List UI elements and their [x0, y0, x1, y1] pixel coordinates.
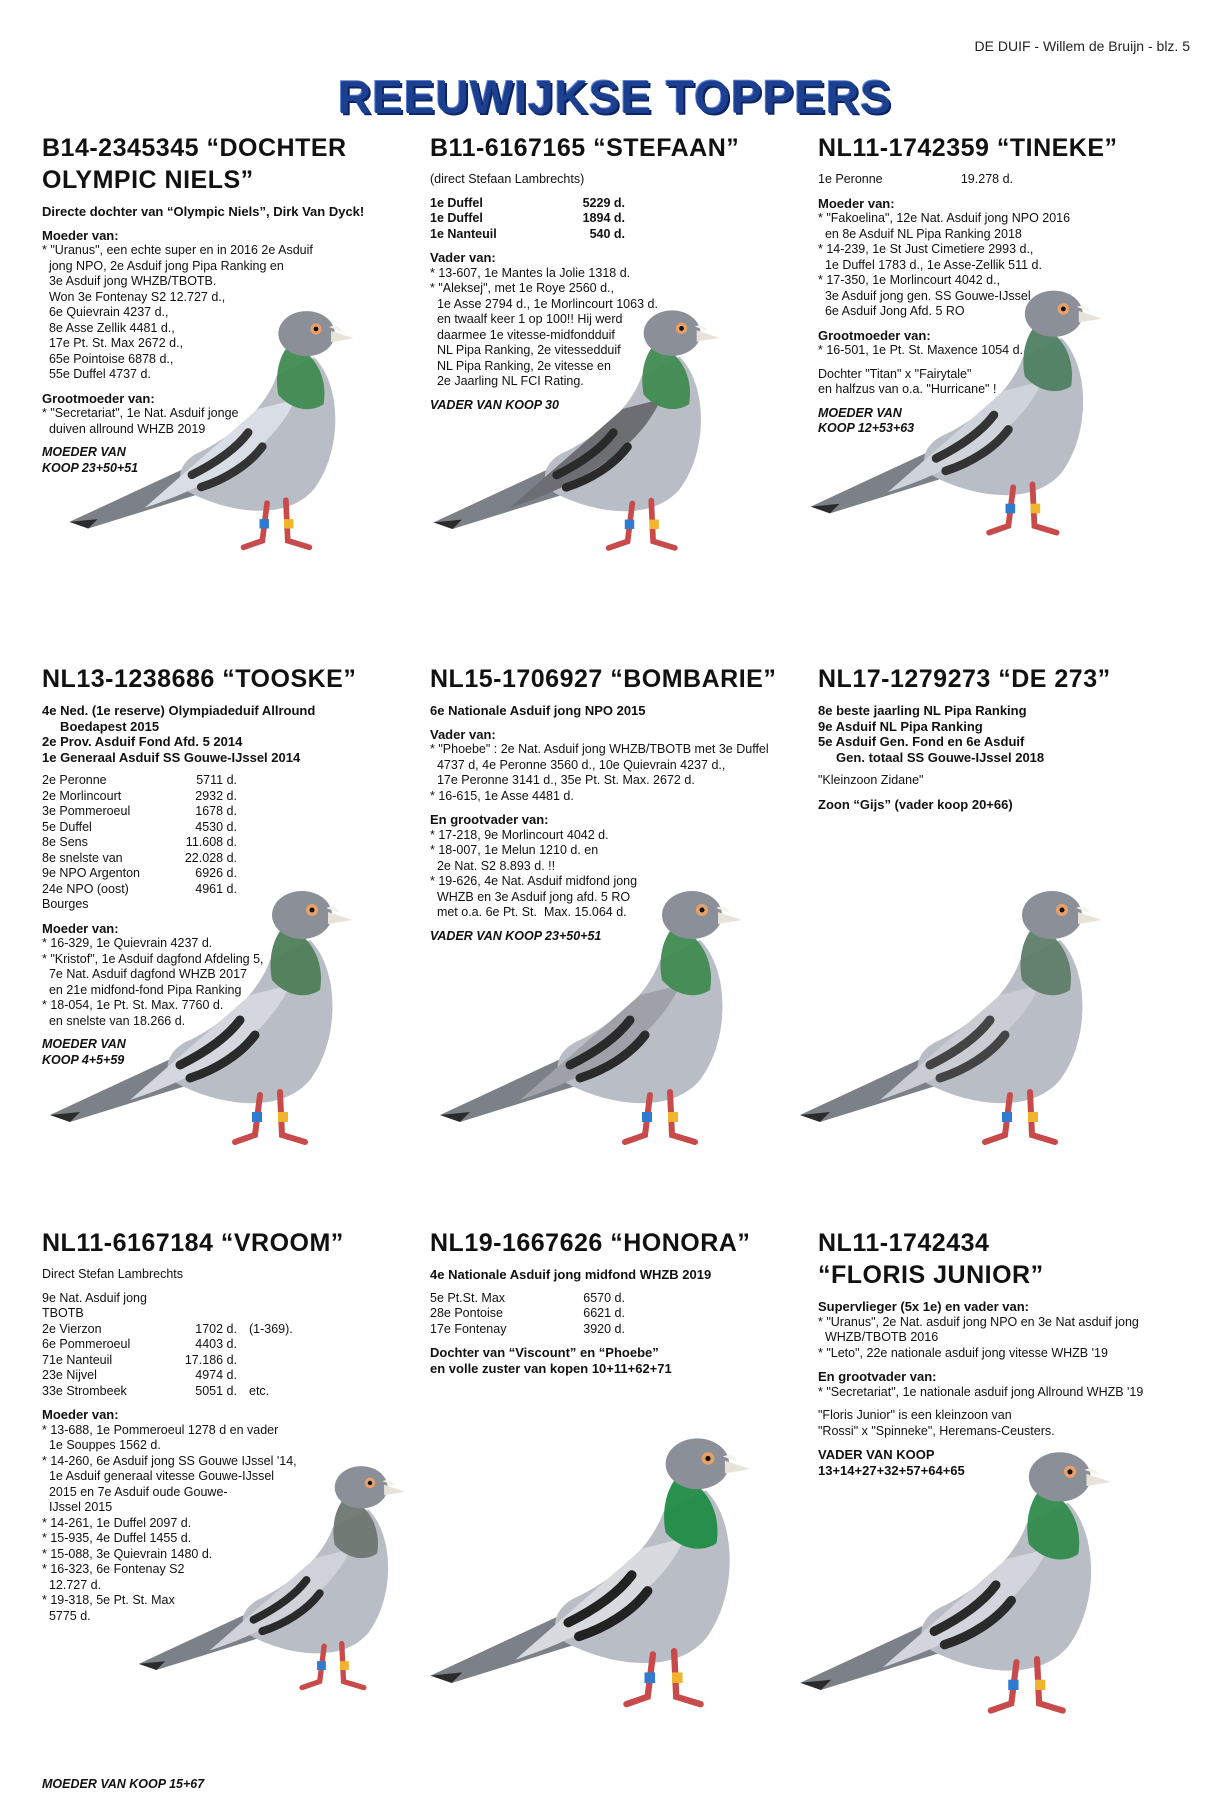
pigeon-photo-tooske [30, 880, 390, 1160]
text-block [430, 703, 810, 719]
block-heading: En grootvader van: [818, 1369, 937, 1384]
result-cell: 6570 d. [583, 1290, 625, 1305]
result-cell: 3e Pommeroeul [42, 804, 131, 818]
text-block [42, 703, 422, 765]
text-line: daarmee 1e vitesse-midfondduif [430, 327, 615, 342]
text-line: VADER VAN KOOP [818, 1447, 935, 1462]
result-cell: (1-369). [249, 1321, 293, 1336]
text-line: MOEDER VAN [42, 445, 126, 459]
text-line: 4e Ned. (1e reserve) Olympiadeduif Allround [42, 703, 316, 718]
result-cell [625, 1291, 637, 1307]
text-line: 12.727 d. [42, 1577, 102, 1592]
result-cell [237, 804, 249, 820]
text-line: Boedapest 2015 [42, 718, 160, 734]
block-heading: Vader van: [430, 726, 496, 742]
result-row [818, 172, 1198, 188]
text-line: 55e Duffel 4737 d. [42, 367, 151, 381]
results-table [818, 172, 1198, 188]
text-line: * "Uranus", een echte super en in 2016 2e Asduif [42, 243, 313, 257]
result-cell: 9e Nat. Asduif jong TBOTB [42, 1290, 147, 1320]
result-cell [625, 227, 637, 243]
card-title: NL11-1742434 “FLORIS JUNIOR” [818, 1229, 1044, 1289]
result-cell: 11.608 d. [185, 835, 237, 849]
result-cell: 71e Nanteuil [42, 1352, 113, 1367]
result-cell: 1e Duffel [430, 195, 483, 210]
text-block [430, 1345, 810, 1376]
text-line: 2e Nat. S2 8.893 d. !! [430, 858, 556, 873]
text-line: * "Kristof", 1e Asduif dagfond Afdeling 5, [42, 951, 264, 966]
block-heading: Moeder van: [818, 195, 895, 211]
block-heading: Moeder van: [42, 227, 119, 243]
text-line: 4737 d, 4e Peronne 3560 d., 10e Quievrain 4237 d., [430, 757, 726, 772]
text-line: Direct Stefan Lambrechts [42, 1267, 184, 1281]
text-line: * 14-261, 1e Duffel 2097 d. [42, 1515, 192, 1530]
block-heading: Grootmoeder van: [818, 327, 931, 343]
pigeon-photo-de-273 [790, 880, 1130, 1160]
result-cell: 6926 d. [195, 866, 237, 880]
text-line: MOEDER VAN [42, 1037, 126, 1051]
card-title: NL11-1742359 “TINEKE” [818, 134, 1118, 162]
result-row [42, 1322, 422, 1338]
text-line: 6e Nationale Asduif jong NPO 2015 [430, 703, 646, 718]
result-cell: 17e Fontenay [430, 1321, 507, 1336]
result-cell: 19.278 d. [960, 172, 1013, 186]
result-row [430, 196, 810, 212]
text-line: 17e Peronne 3141 d., 35e Pt. St. Max. 2672 d. [430, 773, 695, 787]
result-cell [625, 196, 637, 212]
result-row [430, 1306, 810, 1322]
result-cell: 5e Pt.St. Max [430, 1290, 506, 1305]
result-cell: 5711 d. [196, 773, 237, 787]
text-line: 6e Asduif Jong Afd. 5 RO [818, 304, 965, 318]
result-cell [237, 1337, 249, 1353]
text-line: 4e Nationale Asduif jong midfond WHZB 2019 [430, 1267, 712, 1282]
result-cell [237, 789, 249, 805]
text-line: * 16-329, 1e Quievrain 4237 d. [42, 936, 213, 950]
result-cell: 5229 d. [582, 195, 625, 210]
text-line: WHZB en 3e Asduif jong afd. 5 RO [430, 889, 631, 904]
text-line: 1e Asse 2794 d., 1e Morlincourt 1063 d. [430, 296, 658, 311]
result-row [42, 1353, 422, 1369]
text-line: 1e Generaal Asduif SS Gouwe-IJssel 2014 [42, 749, 301, 765]
text-line: * 14-239, 1e St Just Cimetiere 2993 d., [818, 242, 1034, 256]
text-line: 8e beste jaarling NL Pipa Ranking [818, 703, 1027, 718]
result-row [42, 851, 422, 867]
result-cell: 24e NPO (oost) Bourges [42, 881, 129, 911]
text-line: * "Phoebe" : 2e Nat. Asduif jong WHZB/TBOTB met 3e Duffel [430, 742, 769, 756]
text-block [818, 797, 1198, 813]
text-line: * 15-935, 4e Duffel 1455 d. [42, 1531, 192, 1545]
text-line: * 19-318, 5e Pt. St. Max [42, 1593, 175, 1607]
text-block [42, 1267, 422, 1283]
result-cell [1013, 172, 1025, 188]
text-block [818, 1369, 1198, 1400]
result-row [42, 1337, 422, 1353]
text-line: 1e Souppes 1562 d. [42, 1438, 161, 1452]
result-cell: 6621 d. [583, 1306, 625, 1320]
text-line: KOOP 23+50+51 [42, 460, 139, 475]
text-line: (direct Stefaan Lambrechts) [430, 172, 585, 186]
result-row [430, 1291, 810, 1307]
text-line: 5e Asduif Gen. Fond en 6e Asduif [818, 734, 1025, 749]
text-line: * 16-615, 1e Asse 4481 d. [430, 788, 574, 803]
text-line: met o.a. 6e Pt. St. Max. 15.064 d. [430, 905, 627, 919]
text-line: 2015 en 7e Asduif oude Gouwe- [42, 1484, 228, 1499]
text-line: duiven allround WHZB 2019 [42, 421, 206, 436]
text-line: * "Secretariat", 1e Nat. Asduif jonge [42, 406, 239, 420]
text-line: Dochter "Titan" x "Fairytale" [818, 366, 972, 381]
text-line: "Kleinzoon Zidane" [818, 773, 924, 787]
text-line: * 17-218, 9e Morlincourt 4042 d. [430, 827, 609, 842]
text-line: 5775 d. [42, 1608, 91, 1623]
page-header: DE DUIF - Willem de Bruijn - blz. 5 [974, 38, 1190, 54]
card-title: NL11-6167184 “VROOM” [42, 1229, 344, 1257]
text-line: 2e Jaarling NL FCI Rating. [430, 374, 584, 388]
text-line: * 14-260, 6e Asduif jong SS Gouwe IJssel '14, [42, 1453, 297, 1468]
text-line: NL Pipa Ranking, 2e vitessedduif [430, 343, 621, 357]
text-line: 9e Asduif NL Pipa Ranking [818, 718, 983, 734]
result-cell [237, 835, 249, 851]
page-title: REEUWIJKSE TOPPERS [338, 71, 892, 123]
text-line: * 19-626, 4e Nat. Asduif midfond jong [430, 874, 638, 888]
result-cell: 1e Nanteuil [430, 226, 497, 241]
text-line: en halfzus van o.a. "Hurricane" ! [818, 382, 997, 396]
result-cell: 5e Duffel [42, 819, 92, 834]
text-block [430, 172, 810, 188]
text-line: NL Pipa Ranking, 2e vitesse en [430, 358, 611, 373]
block-heading: Moeder van: [42, 920, 119, 936]
result-cell [625, 211, 637, 227]
pigeon-photo-bombarie [430, 880, 770, 1160]
text-line: "Rossi" x "Spinneke", Heremans-Ceusters. [818, 1423, 1055, 1438]
result-cell: 1702 d. [195, 1321, 237, 1336]
text-block [430, 1267, 810, 1283]
text-line: * "Uranus", 2e Nat. asduif jong NPO en 3e Nat asduif jong [818, 1314, 1139, 1329]
block-heading: Supervlieger (5x 1e) en vader van: [818, 1299, 1029, 1314]
pigeon-photo-honora [420, 1410, 780, 1740]
text-block [818, 1299, 1198, 1361]
results-table [430, 196, 810, 243]
text-line: Dochter van “Viscount” en “Phoebe” [430, 1345, 659, 1360]
result-row [42, 789, 422, 805]
result-cell: 3920 d. [583, 1321, 625, 1336]
result-cell: 9e NPO Argenton [42, 866, 140, 880]
result-row [42, 804, 422, 820]
result-row [42, 820, 422, 836]
result-cell [237, 773, 249, 789]
text-line: 7e Nat. Asduif dagfond WHZB 2017 [42, 967, 247, 981]
pigeon-photo-vroom [130, 1420, 430, 1740]
block-heading: Vader van: [430, 250, 496, 265]
text-line: jong NPO, 2e Asduif jong Pipa Ranking en [42, 258, 284, 273]
text-block [818, 703, 1198, 765]
result-cell [237, 851, 249, 867]
text-block [430, 727, 810, 805]
result-row [42, 773, 422, 789]
text-line: en volle zuster van kopen 10+11+62+71 [430, 1360, 672, 1376]
text-block [42, 204, 422, 220]
text-line: * "Aleksej", met 1e Roye 2560 d., [430, 281, 614, 295]
result-cell [237, 1368, 249, 1384]
text-line: en twaalf keer 1 op 100!! Hij werd [430, 312, 623, 326]
text-line: VADER VAN KOOP 30 [430, 397, 559, 412]
result-cell: 22.028 d. [184, 850, 237, 865]
card-title: NL15-1706927 “BOMBARIE” [430, 665, 777, 693]
text-line: * 16-323, 6e Fontenay S2 [42, 1562, 185, 1576]
result-cell: 8e Sens [42, 835, 88, 849]
pigeon-photo-tineke [800, 280, 1130, 550]
result-cell [162, 1291, 237, 1322]
block-heading: Moeder van: [42, 1407, 119, 1422]
text-line: "Floris Junior" is een kleinzoon van [818, 1408, 1012, 1422]
result-cell: 1e Peronne [818, 172, 883, 186]
pigeon-photo-stefaan [410, 300, 760, 565]
result-row [42, 1384, 422, 1400]
result-cell [237, 820, 249, 836]
result-row [42, 1291, 422, 1322]
result-row [42, 1368, 422, 1384]
result-cell: 2e Morlincourt [42, 788, 122, 803]
text-line: 1e Duffel 1783 d., 1e Asse-Zellik 511 d. [818, 257, 1042, 272]
text-line: * 16-501, 1e Pt. St. Maxence 1054 d. [818, 343, 1023, 357]
result-cell: 1e Duffel [430, 211, 483, 225]
text-line: KOOP 12+53+63 [818, 421, 915, 435]
text-line: * "Fakoelina", 12e Nat. Asduif jong NPO 2016 [818, 211, 1071, 225]
text-line: en 8e Asduif NL Pipa Ranking 2018 [818, 226, 1022, 241]
pigeon-photo-floris-junior [790, 1430, 1140, 1740]
block-heading: En grootvader van: [430, 812, 549, 827]
block-heading: Grootmoeder van: [42, 390, 155, 406]
result-cell: 2932 d. [195, 788, 237, 803]
result-cell: 1894 d. [582, 211, 625, 225]
result-cell: 4403 d. [195, 1337, 237, 1351]
result-cell: 28e Pontoise [430, 1306, 503, 1320]
result-cell [625, 1322, 637, 1338]
text-line: 17e Pt. St. Max 2672 d., [42, 336, 184, 350]
card-title: NL19-1667626 “HONORA” [430, 1229, 751, 1257]
card-title: NL13-1238686 “TOOSKE” [42, 665, 357, 693]
result-cell: etc. [249, 1383, 270, 1398]
text-line: Won 3e Fontenay S2 12.727 d., [42, 289, 226, 304]
text-line: 8e Asse Zellik 4481 d., [42, 320, 175, 335]
result-cell: 33e Strombeek [42, 1383, 127, 1398]
card-title: NL17-1279273 “DE 273” [818, 665, 1111, 693]
result-row [430, 1322, 810, 1338]
text-line: 6e Quievrain 4237 d., [42, 305, 169, 319]
text-line: 1e Asduif generaal vitesse Gouwe-IJssel [42, 1469, 275, 1483]
text-line: * 17-350, 1e Morlincourt 4042 d., [818, 273, 1001, 287]
text-line: 13+14+27+32+57+64+65 [818, 1462, 965, 1478]
result-cell: 4961 d. [195, 881, 237, 896]
result-cell: 6e Pommeroeul [42, 1337, 131, 1351]
result-cell: 4974 d. [195, 1368, 237, 1382]
result-cell [237, 1353, 249, 1369]
text-line: * 13-688, 1e Pommeroeul 1278 d en vader [42, 1422, 279, 1437]
text-line: * 15-088, 3e Quievrain 1480 d. [42, 1546, 213, 1561]
text-line: 2e Prov. Asduif Fond Afd. 5 2014 [42, 734, 243, 749]
text-block [818, 773, 1198, 789]
text-line: MOEDER VAN [818, 405, 902, 420]
result-cell: 8e snelste van [42, 850, 123, 865]
results-table [430, 1291, 810, 1338]
pigeon-photo-dochter-olympic-niels [60, 300, 380, 565]
text-line: 65e Pointoise 6878 d., [42, 351, 174, 366]
card-footer: MOEDER VAN KOOP 15+67 [42, 1777, 205, 1791]
text-line: VADER VAN KOOP 23+50+51 [430, 928, 602, 943]
result-cell: 23e Nijvel [42, 1368, 97, 1382]
text-line: Directe dochter van “Olympic Niels”, Dirk Van Dyck! [42, 204, 365, 219]
result-cell: 1678 d. [195, 804, 237, 818]
result-cell: 2e Vierzon [42, 1321, 102, 1336]
text-line: * "Secretariat", 1e nationale asduif jong Allround WHZB '19 [818, 1384, 1144, 1399]
text-line: en 21e midfond-fond Pipa Ranking [42, 982, 242, 997]
text-line: * 18-007, 1e Melun 1210 d. en [430, 843, 599, 857]
text-line: * 18-054, 1e Pt. St. Max. 7760 d. [42, 998, 224, 1012]
text-line: 3e Asduif jong gen. SS Gouwe-IJssel, [818, 288, 1035, 303]
text-line: WHZB/TBOTB 2016 [818, 1330, 939, 1344]
result-row [430, 227, 810, 243]
text-line: IJssel 2015 [42, 1500, 113, 1514]
result-cell: 2e Peronne [42, 773, 107, 787]
text-line: * "Leto", 22e nationale asduif jong vitesse WHZB '19 [818, 1345, 1108, 1360]
result-row [42, 835, 422, 851]
result-cell: 4530 d. [195, 819, 237, 834]
text-line: * 13-607, 1e Mantes la Jolie 1318 d. [430, 265, 631, 280]
result-cell [625, 1306, 637, 1322]
result-cell [237, 1291, 249, 1322]
results-table [42, 1291, 422, 1400]
result-cell: 17.186 d. [184, 1352, 237, 1367]
result-cell: 5051 d. [195, 1383, 237, 1398]
text-line: Zoon “Gijs” (vader koop 20+66) [818, 796, 1013, 812]
result-row [430, 211, 810, 227]
text-line: en snelste van 18.266 d. [42, 1013, 186, 1028]
text-line: Gen. totaal SS Gouwe-IJssel 2018 [818, 749, 1045, 765]
card-title: B14-2345345 “DOCHTER OLYMPIC NIELS” [42, 134, 347, 194]
result-cell: 540 d. [589, 226, 625, 241]
text-line: 3e Asduif jong WHZB/TBOTB. [42, 274, 217, 288]
card-title: B11-6167165 “STEFAAN” [430, 134, 740, 162]
text-line: KOOP 4+5+59 [42, 1052, 125, 1067]
